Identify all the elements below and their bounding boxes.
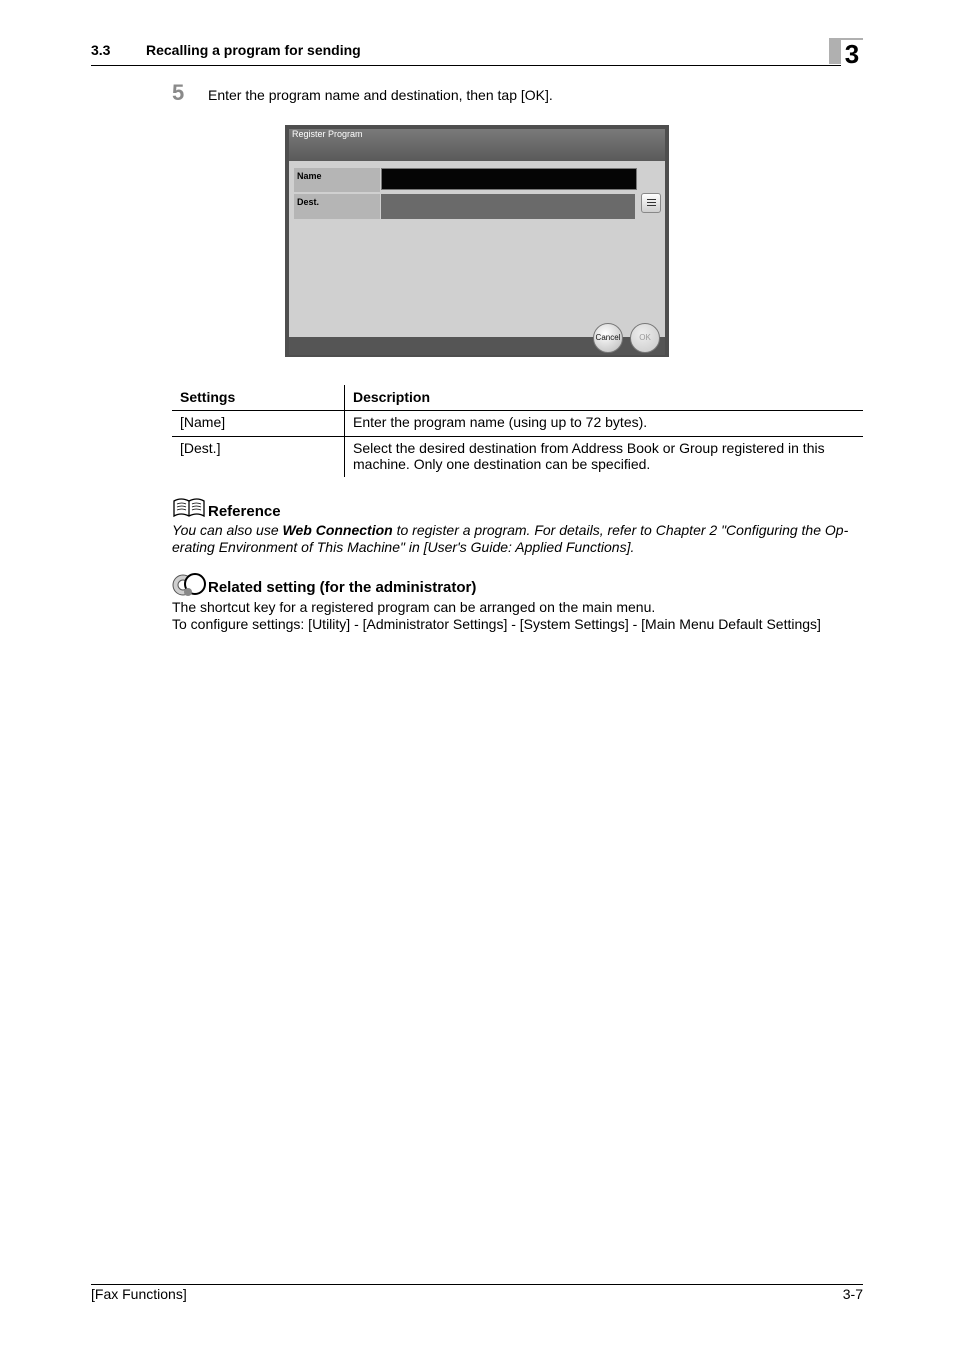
table-header-settings: Settings [180, 389, 236, 405]
reference-text-start: You can also use [172, 522, 283, 538]
book-icon [172, 497, 206, 519]
related-setting-path: To configure settings: [Utility] - [Administrator Settings] - [System Settings] - [Main Menu Default Settings] [172, 616, 821, 632]
related-setting-text: The shortcut key for a registered program can be arranged on the main menu. [172, 599, 656, 615]
step-number: 5 [172, 80, 185, 105]
admin-settings-icon [172, 571, 206, 599]
reference-text-end: to register a program. For details, refer to Chapter 2 "Configuring the Op- [392, 522, 849, 538]
footer-rule [91, 1284, 863, 1285]
cancel-button[interactable]: Cancel [593, 323, 623, 353]
section-title: Recalling a program for sending [146, 42, 361, 58]
table-column-divider [344, 385, 345, 477]
name-label: Name [294, 168, 380, 192]
table-cell-setting: [Dest.] [180, 440, 221, 456]
web-connection-term: Web Connection [282, 522, 393, 538]
reference-text [172, 522, 864, 556]
related-setting-title: Related setting (for the administrator) [208, 579, 477, 596]
table-cell-description: Enter the program name (using up to 72 bytes). [353, 414, 648, 430]
table-cell-setting: [Name] [180, 414, 226, 430]
section-number: 3.3 [91, 42, 111, 58]
reference-title: Reference [208, 503, 281, 520]
table-header-rule [172, 410, 863, 411]
header-rule [91, 65, 863, 66]
screen-title: Register Program [292, 129, 363, 139]
table-cell-description-line: Select the desired destination from Address Book or Group registered in this [353, 440, 825, 456]
list-icon-line [647, 205, 656, 206]
table-header-description: Description [353, 389, 431, 405]
footer-book-title: [Fax Functions] [91, 1286, 187, 1302]
dest-label: Dest. [294, 194, 380, 219]
list-icon-line [647, 202, 656, 203]
chapter-tab [829, 38, 863, 69]
table-cell-description-line: machine. Only one destination can be specified. [353, 456, 651, 472]
address-book-button[interactable] [641, 193, 661, 213]
reference-text-line: erating Environment of This Machine" in [User's Guide: Applied Functions]. [172, 539, 635, 555]
ok-button[interactable]: OK [630, 323, 660, 353]
list-icon [647, 199, 656, 200]
dest-field[interactable] [381, 194, 635, 219]
chapter-number: 3 [841, 40, 863, 68]
page-number: 3-7 [842, 1286, 863, 1302]
table-row-rule [172, 436, 863, 437]
name-field[interactable] [381, 168, 637, 190]
step-instruction: Enter the program name and destination, then tap [OK]. [208, 87, 553, 103]
